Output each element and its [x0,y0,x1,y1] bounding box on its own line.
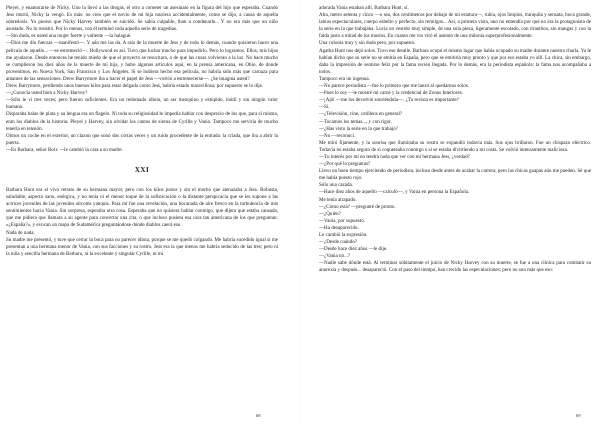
paragraph: Le cambió la expresión. [319,232,368,238]
paragraph: —No —reconocí. [319,132,356,139]
left-page-text-bottom [6,187,278,258]
paragraph: —Sí. [319,104,330,111]
page-gutter [299,0,300,424]
paragraph: Sólo una cazada. [319,182,354,189]
paragraph: Su madre me presentó, y tuve que cerrar la boca para no parecer idiota, porque se me quedó colgando. Me habría sucedido igual si me presentan a una hermana menor de Vania, con sus facciones y su rostro. Jess era la que menos me habría seducido de las tres; pero ni la niña y sencilla hermana de Barbara, ni la excelente y singular Cyrille, ni mi [6,236,278,257]
paragraph: —Tocamos los temas..., y con rigor. [319,118,392,125]
paragraph: —¿Quién? [319,210,341,217]
paragraph: Disparaba balas de plata y su lengua era un flagelo. Ni toda su religiosidad le impedía hablar con desprecio de los que, para sí misma, eran los diablos de la historia: Pleyel y Harvey, sin olvidar los cantos de sirena de Cyrille y Vania. Tampoco me serviría de mucho tenerla en tensión. [6,111,278,132]
paragraph: Barbara Hunt era el vivo retrato de su hermana mayor, pero con los kilos justos y sin el morbo que atenazaba a Jess. Robusta, saludable, aspecto sano, enérgica, y no tenía ni el menor toque de la sofisticación o la distante perspicacia que se les supone a las actrices juveniles de las juveniles sitcoms yanquis. Para mí fue una revelación, una bocanada de aire fresco en la turbulencia de mis sentimientos hacia Vania. Sin sorpresa, esperaba otra cosa. Esperaba que no quisiera hablar conmigo, que dijera que estaba cansada, que me pidiera que llamara a su agente para concertar una cita, o que incluso pusiera esa cara tan americana de los que preguntan: «¿España?», y evocan un mapa de Sudamérica preguntándose dónde diablos caerá eso. [6,186,278,229]
paragraph: Alta, metro setenta y cinco —o sea, dos centímetros por debajo de mi estatura—, rubia, ojos limpios, tranquila y sensata, boca grande, labios espectaculares, cuerpo esbelto y perfecto, sin remilgos... Así, a primera vista, uno no entendía por qué no era la protagonista de la serie en la que trabajaba. Lucía un vestido muy simple, de una sola pieza, ligeramente escotado, con tirantitos, sin mangas y con la falda justo a mitad de los muslos. En cuanto me vio viró el asiento de una milonia superprofesionalmente. [319,12,591,40]
paragraph: Llevo un buen tiempo ejerciendo de periodista, incluso desde antes de acabar la carrera; pero las chicas guapas aún me pueden. Sé que me había puesto rojo. [319,168,591,182]
paragraph: Nada de nada. [6,229,35,236]
chapter-heading: XXI [134,165,150,174]
paragraph: Tampoco era un ingenua. [319,75,370,82]
paragraph: —Vania, por supuesto. [319,217,365,224]
paragraph: —Tu interés por mí no tendrá nada que ver con mi hermana Jess, ¿verdad? [319,153,470,160]
paragraph: —No parece periodista —fue lo primero que me lanzó al quedarnos solos. [319,83,469,90]
paragraph: —¿Vania no...? [319,253,351,260]
paragraph: —Sin duda, es usted una mujer fuerte y valiente —la halagué. [6,33,132,40]
paragraph: —Dios me dio fuerzas —manifestó—. Y aún me las da. A raíz de la muerte de Jess y de todo lo demás, cuando quisieron hacer una película de aquello... —se estremeció—. Hollywood es así. Tuvo que luchar mucho para impedirlo. Pero lo logramos. Ellos, mis hijos me ayudaron. Desde entonces he tenido miedo de que el proyecto se resucitara, o de que las cosas volvieran a la luz. No hace mucho se cumplieron los diez años de la muerte de mi hija, y hubo algunos artículos aquí, en la prensa americana, en Ohio, de donde provenimos, en Nueva York, San Francisco y Los Ángeles. Si se hubiera hecho esa película, no habría sido más que carnaza para amantes de las sensaciones. Drew Barrymore iba a hacer el papel de Jess —volvió a estremecerse—. ¿Se imagina usted? [6,40,278,82]
paragraph: —Es Barbara, señor Boix —le cambió la cara a su madre. [6,146,123,153]
left-page-text-top [6,5,278,154]
left-page [6,5,278,417]
paragraph: —Ha desaparecido. [319,224,359,231]
paragraph: Pleyel, y enamorarse de Nicky. Uno la llevó a las drogas, el otro a cometer un asesinato en la figura del hijo que esperaba. Cuando Jess murió, Nicky la vengó. Es más: no creo que el novio de mi hija muriera accidentalmente, como se dijo, a causa de aquella sobredosis. Yo pienso que Nicky Harvey también se suicidó. Se sabía culpable, iban a condenarle... Y no era más que un niño asustado. No lo resistió. Por lo menos, con él terminó toda aquella serie de tragedias. [6,5,278,33]
paragraph: adorada Vania estaban allí. Barbara Hunt, sí. [319,5,409,11]
paragraph: —¿Cómo está? —pregunté de pronto. [319,203,396,210]
right-page-text [319,5,591,275]
paragraph: —¿Has visto la serie en la que trabajo? [319,125,398,132]
paragraph: —Desde hace diez años —le dije. [319,246,388,253]
paragraph: —¿Conocía usted bien a Nicky Harvey? [6,90,88,97]
paragraph: Me tenía atrapado. [319,196,357,203]
paragraph: —¿Televisión, cine, cotilleos en general? [319,111,403,118]
page-number-right: 69 [576,413,581,418]
paragraph: Drew Barrymore, perdiendo unos buenos kilos para estar delgada como Jess, habría estado maravillosa; por supuesto se lo dije. [6,83,264,90]
paragraph: —Pues lo soy —le mostré mi carné y la credencial de Zonas Interiores. [319,90,463,97]
paragraph: —Hace diez años de aquello —calculó—, y Vania en persona la Española. [319,189,470,196]
paragraph: Me miró fijamente, y la sonrisa que iluminaba su rostro se expandió todavía más. Sus ojos brillaron. Fue un chispazo eléctrico. Todavía no estaba seguro de si coqueteaba conmigo o si se estaba divirtiendo a mi costa. Se volvió intensamente maliciosa. [319,139,591,153]
paragraph: Una colonia muy y sin duda pero, por supuesto. [319,40,416,47]
paragraph: —Nadie sabe dónde está. Al terminar súbitamente el juicio de Nicky Harvey con su muerte, se fue a una clínica para combatir su anorexia y después... desapareció. Con el paso del tiempo, han crecido las especulaciones; pero no son más que eso: [319,260,591,274]
paragraph: —¡Ajá! —me los devolvió sonriéndola—. ¿Tu revista es importante? [319,97,459,104]
paragraph: —¿Desde cuándo? [319,239,357,246]
right-page [319,5,591,417]
paragraph: Agatha Hunt nos dejó solos. Tuvo ese detalle. Barbara ocupó el mismo lugar que había ocupado su madre durante nuestra charla. Ya le habían dicho que su serie no se emitía en España, pero que se emitiría muy pronto y que por eso estaba yo allí. La chica, sin embargo, daba la impresión de sentirse feliz por la fama recién llegada. Por lo demás, era la periodista española: la fama nos acompañaba a todos. [319,47,591,75]
paragraph: —¿Por qué lo preguntas? [319,161,371,168]
paragraph: —Sólo le vi tres veces; pero fueron suficientes. Era un redomado idiota, un ser mezquino y estúpido, inútil y sin ningún valor humano. [6,97,278,111]
paragraph: Oímos un coche en el exterior, un claxon que sonó dos cortas veces y un ruido procedente de la entrada: la criada, que iba a abrir la puerta. [6,132,278,146]
page-number-left: 68 [256,413,261,418]
